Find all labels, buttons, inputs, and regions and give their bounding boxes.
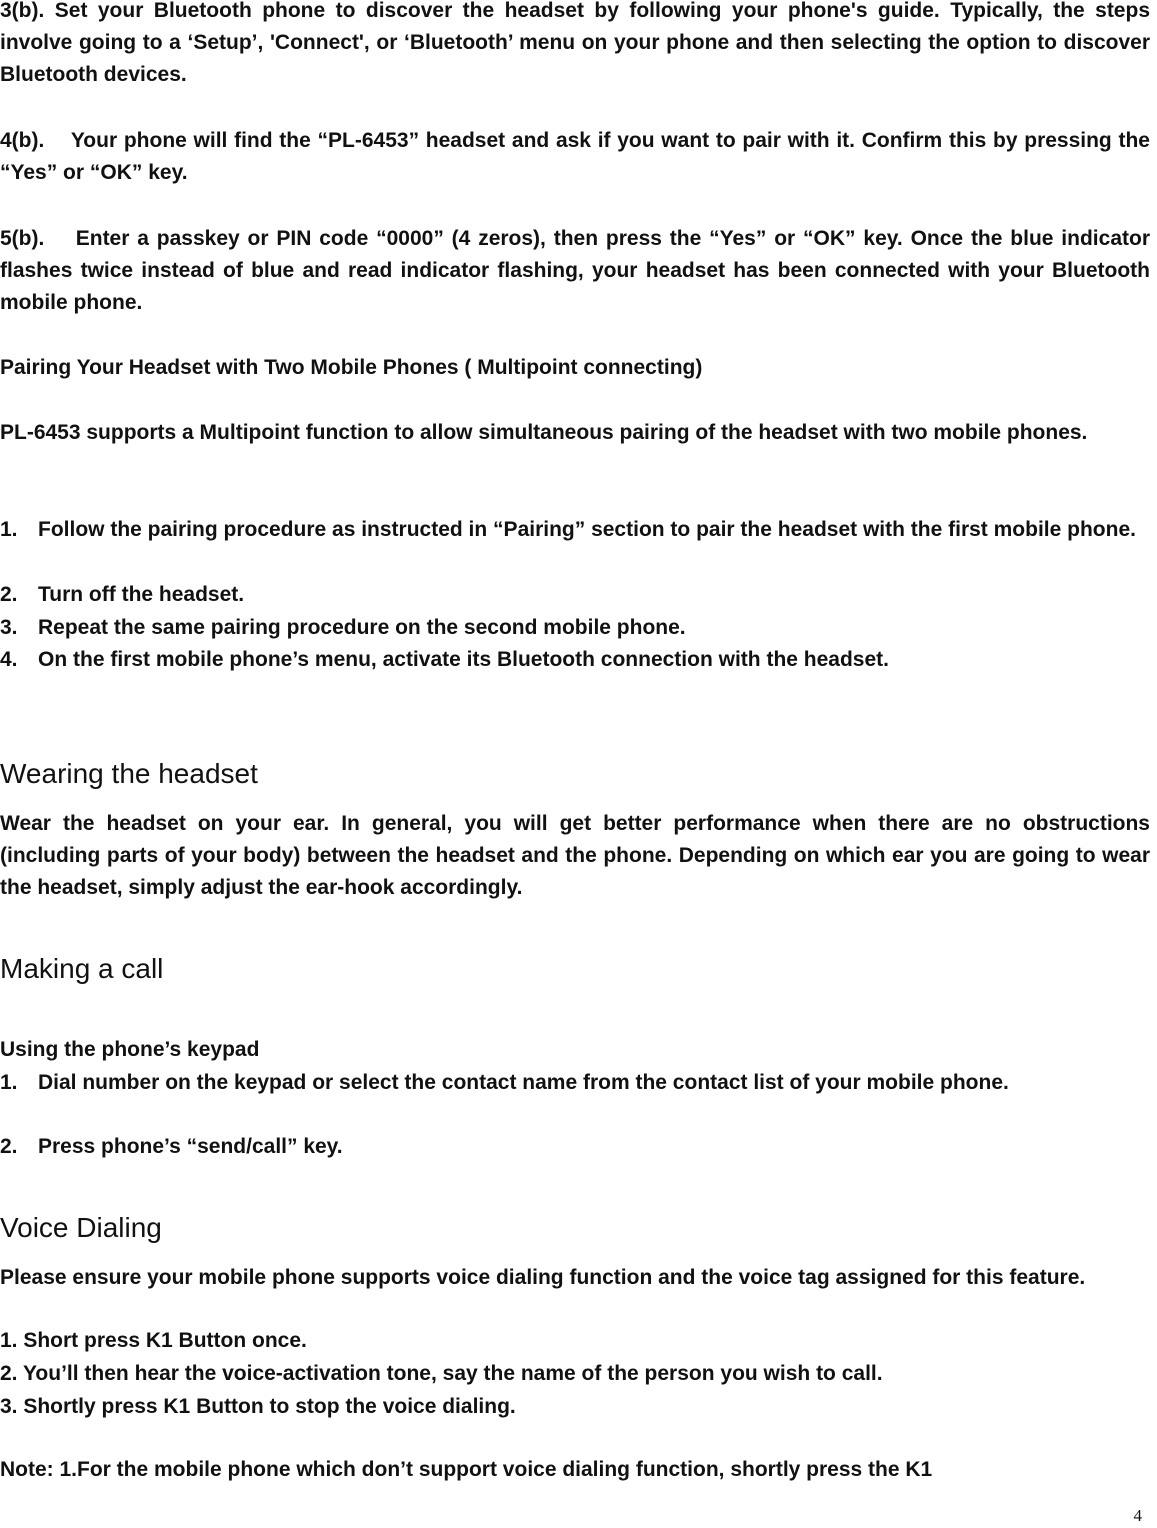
list-item-number: 1.: [0, 518, 18, 541]
list-item-number: 4.: [0, 648, 18, 671]
list-item-text: Turn off the headset.: [38, 583, 245, 606]
list-item-text: Press phone’s “send/call” key.: [38, 1135, 343, 1158]
voice-dialing-step-2: 2. You’ll then hear the voice-activation tone, say the name of the person you wish to call.: [0, 1362, 883, 1385]
multipoint-title: Pairing Your Headset with Two Mobile Phones ( Multipoint connecting): [0, 356, 703, 379]
section-heading-wearing: Wearing the headset: [0, 758, 258, 789]
list-item-number: 2.: [0, 583, 18, 606]
pairing-step-4b: 4(b). Your phone will find the “PL-6453” headset and ask if you want to pair with it. Confirm this by pressing the “Yes” or “OK” key.: [0, 129, 1156, 184]
pairing-step-3b: 3(b). Set your Bluetooth phone to discover the headset by following your phone's guide. Typically, the steps involve going to a ‘Setup’, 'Connect', or ‘Bluetooth’ menu on your phone and then selecting the option to discover Bluetooth devices.: [0, 0, 1150, 86]
voice-dialing-step-1: 1. Short press K1 Button once.: [0, 1329, 307, 1352]
wearing-body: Wear the headset on your ear. In general, you will get better performance when there are no obstructions (including parts of your body) between the headset and the phone. Depending on which ear you are going to wear the headset, simply adjust the ear-hook accordingly.: [0, 812, 1150, 899]
list-item: [0, 612, 1150, 644]
voice-dialing-intro: Please ensure your mobile phone supports voice dialing function and the voice tag assigned for this feature.: [0, 1266, 1086, 1289]
list-item-number: 3.: [0, 616, 18, 639]
keypad-subheading: Using the phone’s keypad: [0, 1038, 260, 1061]
list-item-number: 2.: [0, 1135, 18, 1158]
list-item-text: Follow the pairing procedure as instructed in “Pairing” section to pair the headset with the first mobile phone.: [38, 518, 1136, 541]
list-item-text: Dial number on the keypad or select the contact name from the contact list of your mobile phone.: [38, 1071, 1009, 1094]
section-heading-making-call: Making a call: [0, 953, 164, 984]
section-heading-voice-dialing: Voice Dialing: [0, 1212, 162, 1243]
list-item: [0, 514, 1150, 546]
list-item-text: On the first mobile phone’s menu, activate its Bluetooth connection with the headset.: [38, 648, 889, 671]
voice-dialing-note: Note: 1.For the mobile phone which don’t support voice dialing function, shortly press the K1: [0, 1458, 933, 1481]
list-item: [0, 1067, 1150, 1099]
list-item-text: Repeat the same pairing procedure on the second mobile phone.: [38, 616, 686, 639]
page-number: 4: [1133, 1506, 1142, 1525]
pairing-step-5b: 5(b). Enter a passkey or PIN code “0000” (4 zeros), then press the “Yes” or “OK” key. Once the blue indicator flashes twice instead of blue and read indicator flashing, your headset has been connected with your Bluetooth mobile phone.: [0, 227, 1156, 314]
list-item: [0, 1131, 1150, 1163]
multipoint-intro: PL-6453 supports a Multipoint function to allow simultaneous pairing of the headset with two mobile phones.: [0, 421, 1088, 444]
list-item-number: 1.: [0, 1071, 18, 1094]
list-item: [0, 579, 1150, 611]
voice-dialing-step-3: 3. Shortly press K1 Button to stop the voice dialing.: [0, 1395, 516, 1418]
list-item: [0, 644, 1150, 676]
